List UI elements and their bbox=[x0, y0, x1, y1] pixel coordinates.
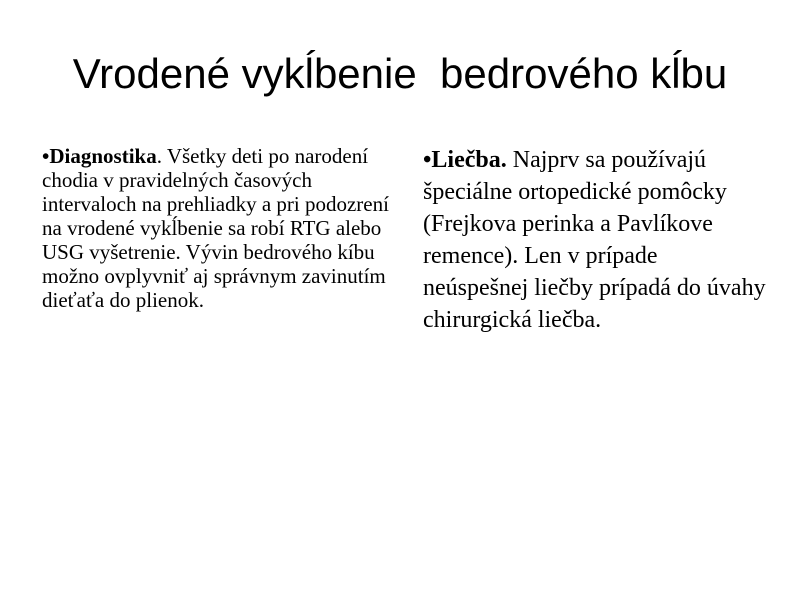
liecba-heading: Liečba. bbox=[431, 147, 507, 173]
bullet-marker: • bbox=[42, 144, 50, 168]
diagnostika-heading: Diagnostika bbox=[49, 144, 157, 168]
slide-title: Vrodené vykĺbenie bedrového kĺbu bbox=[72, 50, 728, 97]
bullet-marker: • bbox=[423, 147, 432, 173]
diagnostika-text: . Všetky deti po narodení chodia v pravidelných časových intervaloch na prehliadky a pri podozrení na vrodené vykĺbenie sa robí RTG alebo USG vyšetrenie. Vývin bedrového kíbu možno ovplyvniť aj správnym zavinutím dieťaťa do plienok. bbox=[42, 144, 389, 312]
liecba-paragraph bbox=[423, 144, 768, 336]
liecba-text: Najprv sa používajú špeciálne ortopedické pomôcky (Frejkova perinka a Pavlíkove remence). Len v prípade neúspešnej liečby prípadá do úvahy chirurgická liečba. bbox=[423, 147, 766, 333]
diagnostika-paragraph bbox=[42, 144, 394, 312]
